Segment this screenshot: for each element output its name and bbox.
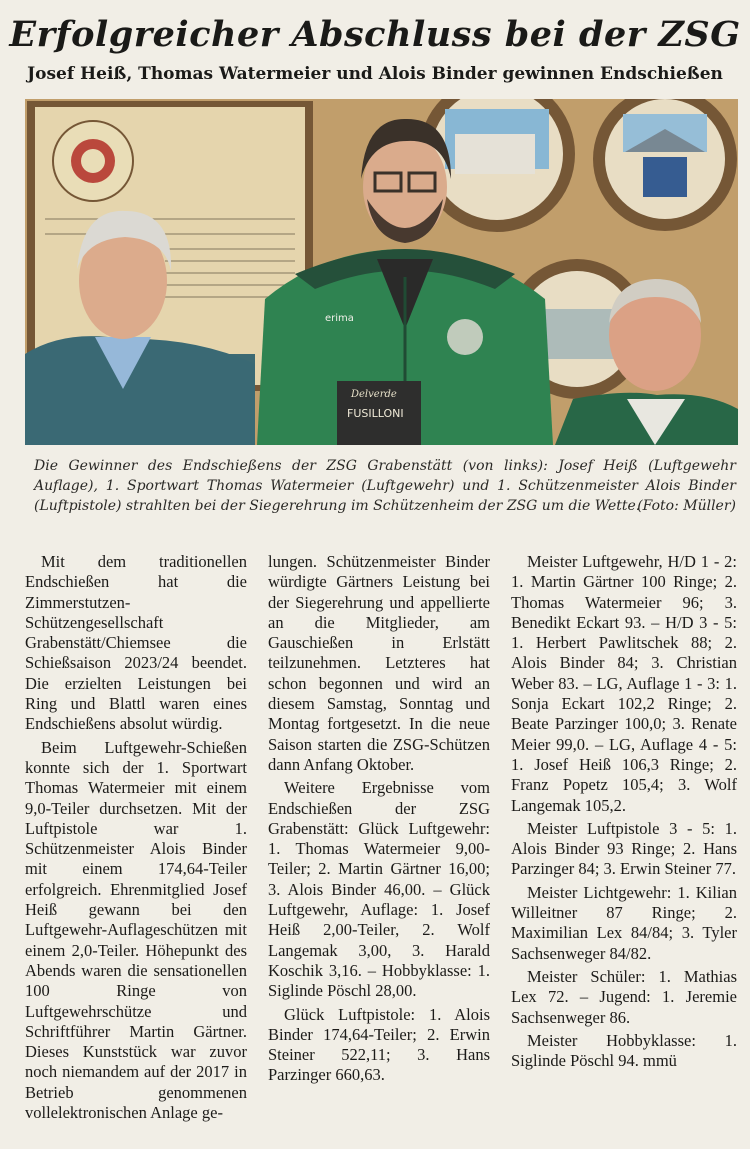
shirt-print-text: erima	[325, 313, 354, 324]
paragraph: Glück Luftpistole: 1. Alois Binder 174,64-Teiler; 2. Erwin Steiner 522,11; 3. Hans Parzinger 660,63.	[268, 1004, 490, 1085]
paragraph: Meister Luftpistole 3 - 5: 1. Alois Binder 93 Ringe; 2. Hans Parzinger 84; 3. Erwin Steiner 77.	[511, 818, 737, 879]
box-label-text: FUSILLONI	[347, 407, 404, 420]
article-photo	[25, 99, 738, 445]
headline: Erfolgreicher Abschluss bei der ZSG	[9, 14, 741, 55]
article-column-1	[25, 552, 247, 1126]
caption-text: Die Gewinner des Endschießens der ZSG Grabenstätt (von links): Josef Heiß (Luftgewehr Auflage), 1. Sportwart Thomas Watermeier (Luftgewehr) und 1. Schützenmeister Alois Binder (Luftpistole) strahlten bei der Siegerehrung im Schützenheim der ZSG um die Wette.	[34, 458, 736, 514]
box-brand-text: Delverde	[351, 389, 397, 400]
paragraph: Beim Luftgewehr-Schießen konnte sich der 1. Sportwart Thomas Watermeier mit einem 9,0-Teiler durchsetzen. Mit der Luftpistole war 1. Schützenmeister Alois Binder mit einem 174,64-Teiler erfolgreich. Ehrenmitglied Josef Heiß gewann bei den Luftgewehr-Auflageschützen mit einem 2,0-Teiler. Höhepunkt des Abends waren die sensationellen 100 Ringe von Luftgewehrschütze und Schriftführer Martin Gärtner. Dieses Kunststück war zuvor noch niemandem auf der 2017 in Betrieb genommenen vollelektronischen Anlage ge-	[25, 737, 247, 1123]
paragraph: Meister Schüler: 1. Mathias Lex 72. – Jugend: 1. Jeremie Sachsenweger 86.	[511, 966, 737, 1027]
photo-credit: (Foto: Müller)	[637, 498, 736, 514]
paragraph: Meister Hobbyklasse: 1. Siglinde Pöschl 94. mmü	[511, 1030, 737, 1071]
subheadline: Josef Heiß, Thomas Watermeier und Alois Binder gewinnen Endschießen	[27, 64, 723, 84]
paragraph: Meister Luftgewehr, H/D 1 - 2: 1. Martin Gärtner 100 Ringe; 2. Thomas Watermeier 96; 3. Benedikt Eckart 93. – H/D 3 - 5: 1. Herbert Pawlitschek 88; 2. Alois Binder 84; 3. Christian Weber 83. – LG, Auflage 1 - 3: 1. Sonja Eckart 102,2 Ringe; 2. Beate Parzinger 100,0; 3. Renate Meier 99,0. – LG, Auflage 4 - 5: 1. Josef Heiß 106,3 Ringe; 2. Franz Popetz 105,4; 3. Wolf Langemak 105,2.	[511, 552, 737, 815]
paragraph: Meister Lichtgewehr: 1. Kilian Willeitner 87 Ringe; 2. Maximilian Lex 84/84; 3. Tyler Sachsenweger 84/82.	[511, 882, 737, 963]
photo-caption	[34, 456, 736, 516]
paragraph: lungen. Schützenmeister Binder würdigte Gärtners Leistung bei der Siegerehrung und appellierte an die Mitglieder, am Gauschießen in Erlstätt teilzunehmen. Letzteres hat schon begonnen und wird an diesem Samstag, Sonntag und Montag fortgesetzt. In die neue Saison starten die ZSG-Schützen dann Anfang Oktober.	[268, 552, 490, 774]
article-column-2	[268, 552, 490, 1089]
article-column-3	[511, 552, 737, 1074]
paragraph: Mit dem traditionellen Endschießen hat die Zimmerstutzen-Schützengesellschaft Grabenstätt/Chiemsee die Schießsaison 2023/24 beendet. Die erzielten Leistungen bei Ring und Blattl waren eines Endschießens absolut würdig.	[25, 552, 247, 734]
paragraph: Weitere Ergebnisse vom Endschießen der ZSG Grabenstätt: Glück Luftgewehr: 1. Thomas Watermeier 9,00-Teiler; 2. Martin Gärtner 16,00; 3. Alois Binder 46,00. – Glück Luftgewehr, Auflage: 1. Josef Heiß 2,00-Teiler, 2. Wolf Langemak 3,00, 3. Harald Koschik 3,16. – Hobbyklasse: 1. Siglinde Pöschl 28,00.	[268, 778, 490, 1001]
